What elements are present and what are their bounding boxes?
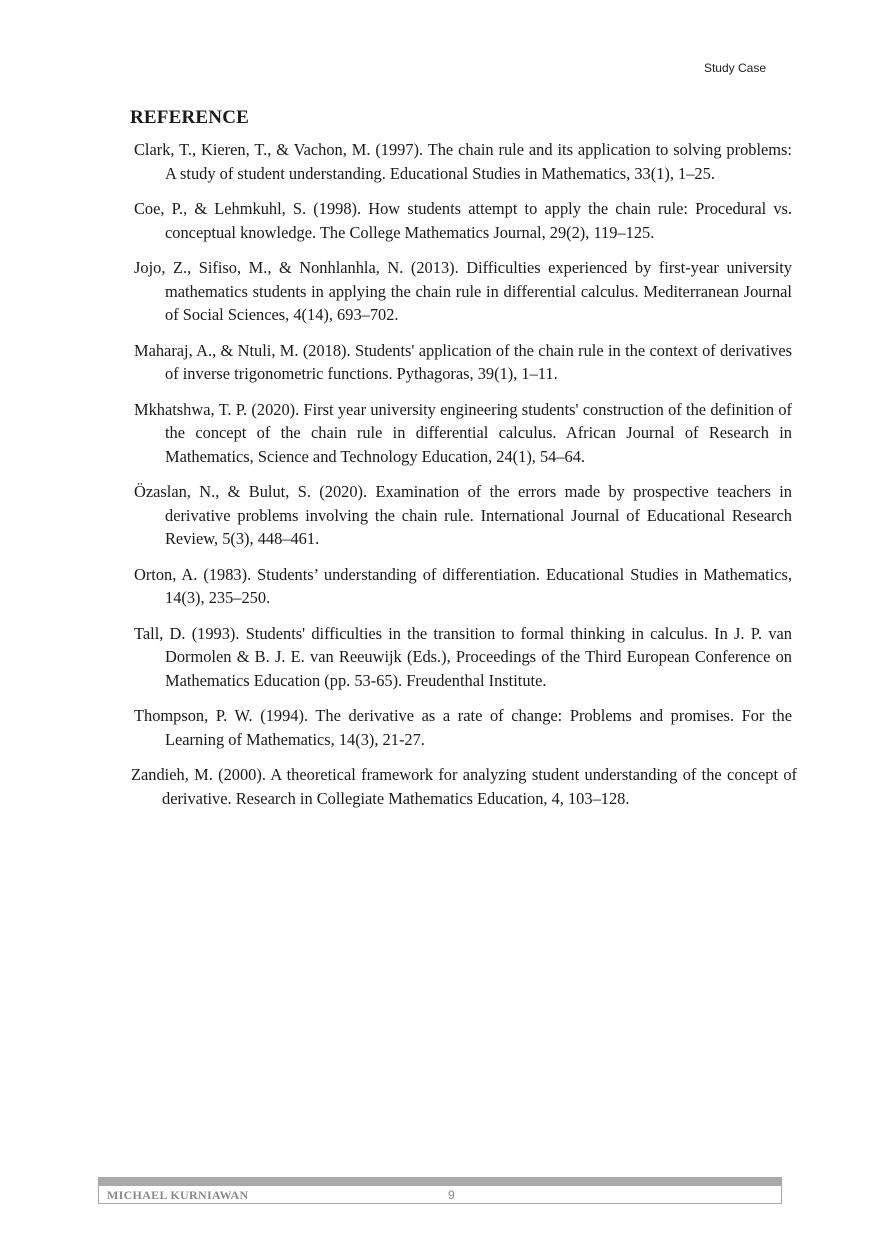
- page-number: 9: [448, 1188, 455, 1202]
- reference-item: Maharaj, A., & Ntuli, M. (2018). Students' application of the chain rule in the context of derivatives of inverse trigonometric functions. Pythagoras, 39(1), 1–11.: [134, 340, 792, 383]
- reference-item: Tall, D. (1993). Students' difficulties in the transition to formal thinking in calculus. In J. P. van Dormolen & B. J. E. van Reeuwijk (Eds.), Proceedings of the Third European Conference on Mathematics Education (pp. 53-65). Freudenthal Institute.: [134, 623, 792, 690]
- footer-author: MICHAEL KURNIAWAN: [107, 1188, 249, 1202]
- reference-list: [131, 138, 797, 822]
- reference-item: Mkhatshwa, T. P. (2020). First year university engineering students' construction of the definition of the concept of the chain rule in differential calculus. African Journal of Research in Mathematics, Science and Technology Education, 24(1), 54–64.: [134, 399, 792, 466]
- section-title: REFERENCE: [130, 107, 249, 128]
- reference-item: Orton, A. (1983). Students’ understanding of differentiation. Educational Studies in Mathematics, 14(3), 235–250.: [134, 564, 792, 607]
- reference-item: Thompson, P. W. (1994). The derivative as a rate of change: Problems and promises. For the Learning of Mathematics, 14(3), 21-27.: [134, 706, 792, 749]
- reference-item: Coe, P., & Lehmkuhl, S. (1998). How students attempt to apply the chain rule: Procedural vs. conceptual knowledge. The College Mathematics Journal, 29(2), 119–125.: [134, 199, 792, 242]
- footer-divider-bar: [99, 1177, 781, 1186]
- reference-item: Jojo, Z., Sifiso, M., & Nonhlanhla, N. (2013). Difficulties experienced by first-year university mathematics students in applying the chain rule in differential calculus. Mediterranean Journal of Social Sciences, 4(14), 693–702.: [134, 258, 792, 324]
- reference-item: Clark, T., Kieren, T., & Vachon, M. (1997). The chain rule and its application to solving problems: A study of student understanding. Educational Studies in Mathematics, 33(1), 1–25.: [134, 140, 792, 183]
- running-header: Study Case: [703, 61, 766, 75]
- reference-item: Özaslan, N., & Bulut, S. (2020). Examination of the errors made by prospective teachers in derivative problems involving the chain rule. International Journal of Educational Research Review, 5(3), 448–461.: [134, 482, 792, 548]
- reference-item: Zandieh, M. (2000). A theoretical framework for analyzing student understanding of the concept of derivative. Research in Collegiate Mathematics Education, 4, 103–128.: [131, 765, 797, 808]
- page-footer: [98, 1177, 782, 1204]
